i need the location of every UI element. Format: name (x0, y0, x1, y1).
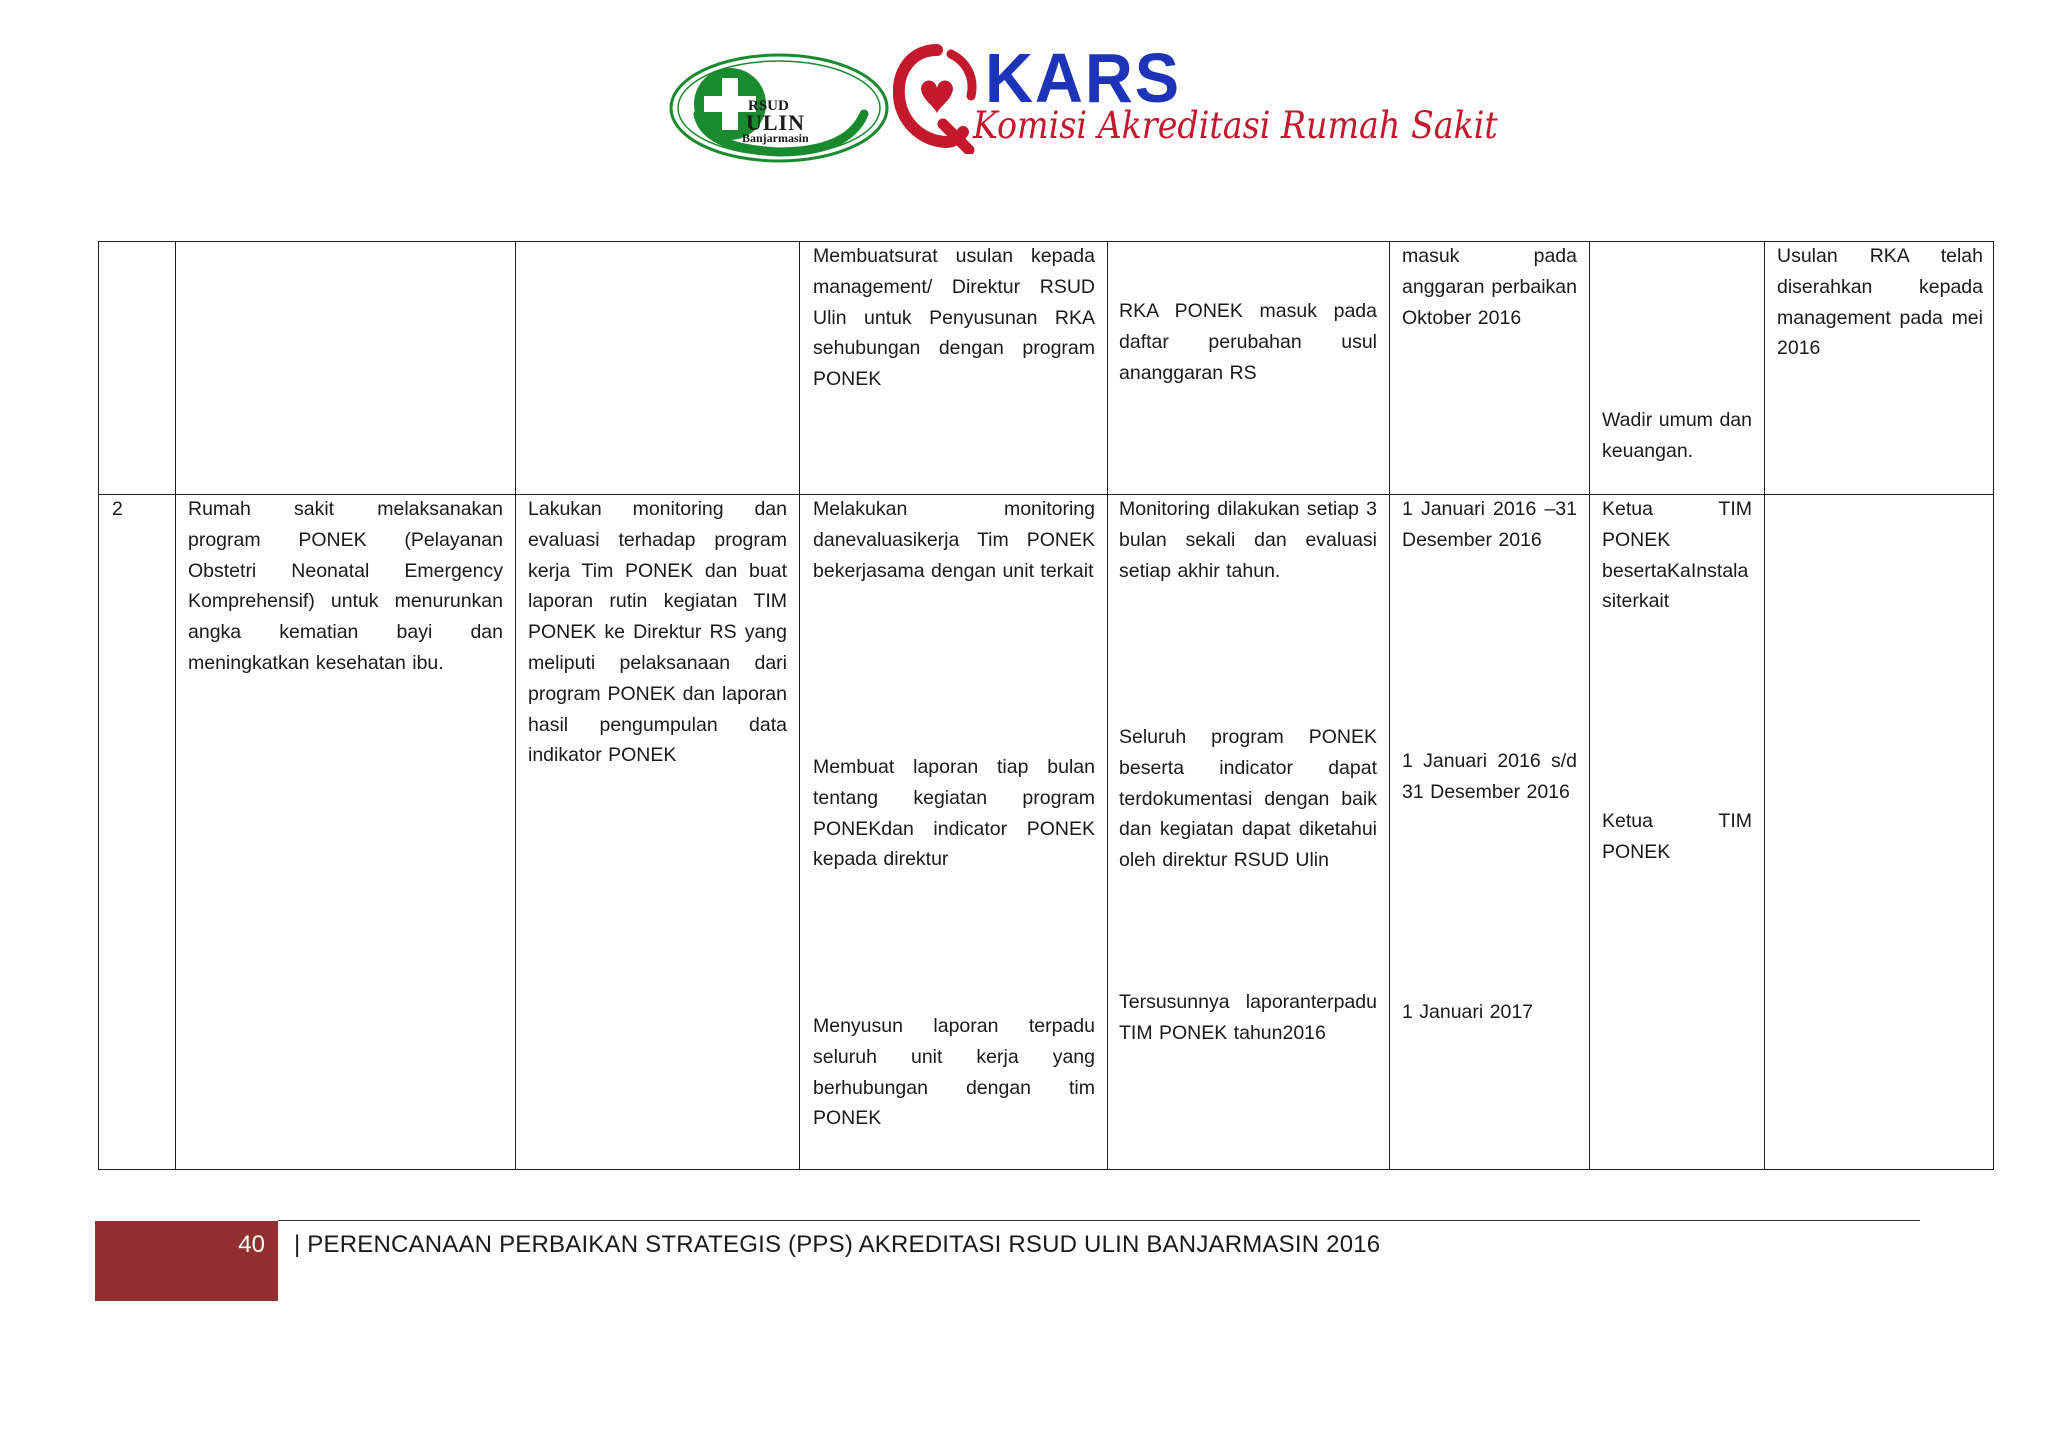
kars-logo (893, 39, 1498, 154)
kars-subtitle: Komisi Akreditasi Rumah Sakit (973, 104, 1498, 147)
column-divider (1589, 241, 1590, 1170)
row2-waktu-laporan-terpadu: 1 Januari 2017 (1402, 1001, 1534, 1023)
row2-masalah-cell: Rumah sakit melaksanakan program PONEK (Pelayanan Obstetri Neonatal Emergency Komprehensif) untuk menurunkan angka kematian bayi dan meningkatkan kesehatan ibu. (188, 498, 503, 674)
row1-keterangan-cell: Usulan RKA telah diserahkan kepada management pada mei 2016 (1777, 245, 1983, 360)
column-divider (799, 241, 800, 1170)
column-divider (1389, 241, 1390, 1170)
column-divider (515, 241, 516, 1170)
kars-emblem-icon (893, 42, 983, 154)
row2-number-cell: 2 (112, 498, 123, 520)
row2-penanggung-jawab-b: Ketua TIM PONEK (1602, 810, 1752, 863)
row1-kegiatan-cell: Membuatsurat usulan kepada management/ Direktur RSUD Ulin untuk Penyusunan RKA sehubungan dengan program PONEK (813, 245, 1095, 391)
row2-kegiatan-laporan-terpadu: Menyusun laporan terpadu seluruh unit kerja yang berhubungan dengan tim PONEK (813, 1015, 1095, 1130)
page-number: 40 (238, 1231, 265, 1258)
row2-kegiatan-laporan-bulanan: Membuat laporan tiap bulan tentang kegiatan program PONEKdan indicator PONEK kepada direktur (813, 756, 1095, 871)
row2-penanggung-jawab-a: Ketua TIM PONEK besertaKaInstala siterkait (1602, 498, 1752, 613)
row2-indikator-laporan-terpadu: Tersusunnya laporanterpadu TIM PONEK tahun2016 (1119, 991, 1377, 1044)
row2-rekomendasi-cell: Lakukan monitoring dan evaluasi terhadap program kerja Tim PONEK dan buat laporan rutin kegiatan TIM PONEK ke Direktur RS yang meliputi pelaksanaan dari program PONEK dan laporan hasil pengumpulan data indikator PONEK (528, 498, 787, 767)
row1-waktu-cell: masuk pada anggaran perbaikan Oktober 2016 (1402, 245, 1577, 329)
row1-indikator-cell: RKA PONEK masuk pada daftar perubahan usul ananggaran RS (1119, 300, 1377, 384)
column-divider (175, 241, 176, 1170)
kars-wordmark: KARS (985, 39, 1182, 117)
row2-waktu-laporan-bulanan: 1 Januari 2016 s/d 31 Desember 2016 (1402, 750, 1577, 803)
column-divider (1764, 241, 1765, 1170)
row2-indikator-dokumentasi: Seluruh program PONEK beserta indicator dapat terdokumentasi dengan baik dan kegiatan dapat diketahui oleh direktur RSUD Ulin (1119, 726, 1377, 872)
footer-rule (278, 1220, 1920, 1221)
row2-waktu-monitoring: 1 Januari 2016 –31 Desember 2016 (1402, 498, 1577, 551)
rsud-logo-line3: Banjarmasin (742, 131, 809, 145)
rsud-logo-line1: RSUD (748, 98, 789, 114)
column-divider (1107, 241, 1108, 1170)
row2-kegiatan-monitoring: Melakukan monitoring danevaluasikerja Tim PONEK bekerjasama dengan unit terkait (813, 498, 1095, 582)
row2-indikator-monitoring: Monitoring dilakukan setiap 3 bulan sekali dan evaluasi setiap akhir tahun. (1119, 498, 1377, 582)
rsud-logo-line2: ULIN (746, 110, 806, 135)
row1-penanggung-jawab-cell: Wadir umum dan keuangan. (1602, 409, 1752, 462)
footer-document-title: | PERENCANAAN PERBAIKAN STRATEGIS (PPS) AKREDITASI RSUD ULIN BANJARMASIN 2016 (294, 1231, 1381, 1258)
rsud-ulin-logo (668, 52, 890, 164)
